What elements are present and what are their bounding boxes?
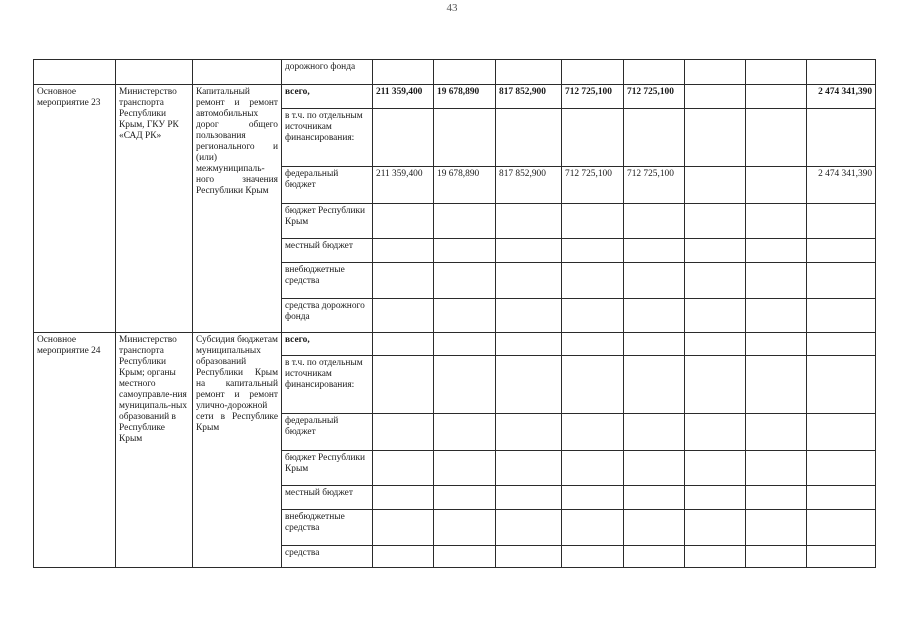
empty-cell <box>746 451 807 486</box>
value-cell: 19 678,890 <box>434 167 496 204</box>
table-row <box>34 60 876 85</box>
value-cell: 712 725,100 <box>562 85 624 109</box>
empty-cell <box>746 486 807 510</box>
empty-cell <box>373 239 434 263</box>
empty-cell <box>685 263 746 299</box>
empty-cell <box>685 299 746 333</box>
empty-cell <box>496 60 562 85</box>
empty-cell <box>746 239 807 263</box>
empty-cell <box>746 204 807 239</box>
empty-cell <box>562 546 624 568</box>
empty-cell <box>685 414 746 451</box>
source-cell: в т.ч. по отдельным источникам финансирования: <box>282 109 373 167</box>
empty-cell <box>746 546 807 568</box>
empty-cell <box>624 299 685 333</box>
empty-cell <box>496 333 562 356</box>
empty-cell <box>807 60 876 85</box>
empty-cell <box>807 486 876 510</box>
empty-cell <box>434 239 496 263</box>
source-cell: бюджет Республики Крым <box>282 204 373 239</box>
empty-cell <box>373 414 434 451</box>
empty-cell <box>685 510 746 546</box>
empty-cell <box>685 239 746 263</box>
empty-cell <box>562 263 624 299</box>
empty-cell <box>624 510 685 546</box>
empty-cell <box>562 109 624 167</box>
value-cell: 19 678,890 <box>434 85 496 109</box>
empty-cell <box>373 299 434 333</box>
empty-cell <box>434 451 496 486</box>
empty-cell <box>434 60 496 85</box>
empty-cell <box>624 356 685 414</box>
value-cell <box>685 85 746 109</box>
empty-cell <box>496 546 562 568</box>
empty-cell <box>496 451 562 486</box>
empty-cell <box>562 239 624 263</box>
value-cell: 211 359,400 <box>373 167 434 204</box>
empty-cell <box>807 263 876 299</box>
empty-cell <box>496 486 562 510</box>
empty-cell <box>746 60 807 85</box>
value-cell: 712 725,100 <box>562 167 624 204</box>
source-cell: федеральный бюджет <box>282 414 373 451</box>
source-cell: всего, <box>282 333 373 356</box>
empty-cell <box>373 510 434 546</box>
empty-cell <box>496 414 562 451</box>
empty-cell <box>496 109 562 167</box>
source-cell: средства <box>282 546 373 568</box>
source-cell: всего, <box>282 85 373 109</box>
empty-cell <box>434 333 496 356</box>
empty-cell <box>807 204 876 239</box>
event-name-cell: Основное мероприятие 23 <box>34 85 116 333</box>
empty-cell <box>373 356 434 414</box>
empty-cell <box>434 356 496 414</box>
empty-cell <box>624 451 685 486</box>
executor-cell <box>116 60 193 85</box>
source-cell: средства дорожного фонда <box>282 299 373 333</box>
empty-cell <box>685 356 746 414</box>
value-cell: 712 725,100 <box>624 85 685 109</box>
empty-cell <box>562 60 624 85</box>
value-cell <box>685 167 746 204</box>
empty-cell <box>807 356 876 414</box>
empty-cell <box>807 109 876 167</box>
value-cell: 211 359,400 <box>373 85 434 109</box>
empty-cell <box>373 204 434 239</box>
value-cell <box>746 167 807 204</box>
empty-cell <box>624 204 685 239</box>
empty-cell <box>807 333 876 356</box>
empty-cell <box>562 451 624 486</box>
empty-cell <box>373 109 434 167</box>
value-cell: 712 725,100 <box>624 167 685 204</box>
event-name-cell <box>34 60 116 85</box>
source-cell: внебюджетные средства <box>282 510 373 546</box>
empty-cell <box>746 414 807 451</box>
empty-cell <box>807 451 876 486</box>
page-number: 43 <box>446 2 458 14</box>
empty-cell <box>562 204 624 239</box>
executor-cell: Министерство транспорта Республики Крым, ГКУ РК «САД РК» <box>116 85 193 333</box>
value-cell <box>746 85 807 109</box>
total-cell: 2 474 341,390 <box>807 167 876 204</box>
empty-cell <box>624 333 685 356</box>
source-cell: местный бюджет <box>282 486 373 510</box>
empty-cell <box>807 546 876 568</box>
empty-cell <box>434 546 496 568</box>
source-cell: местный бюджет <box>282 239 373 263</box>
empty-cell <box>624 109 685 167</box>
empty-cell <box>496 263 562 299</box>
empty-cell <box>746 263 807 299</box>
empty-cell <box>496 204 562 239</box>
table-row <box>34 333 876 356</box>
empty-cell <box>434 263 496 299</box>
empty-cell <box>562 299 624 333</box>
source-cell: дорожного фонда <box>282 60 373 85</box>
empty-cell <box>434 510 496 546</box>
empty-cell <box>807 510 876 546</box>
source-cell: федеральный бюджет <box>282 167 373 204</box>
empty-cell <box>685 486 746 510</box>
empty-cell <box>624 263 685 299</box>
empty-cell <box>496 239 562 263</box>
empty-cell <box>562 356 624 414</box>
empty-cell <box>562 414 624 451</box>
source-cell: бюджет Республики Крым <box>282 451 373 486</box>
empty-cell <box>746 109 807 167</box>
empty-cell <box>562 486 624 510</box>
empty-cell <box>562 333 624 356</box>
empty-cell <box>373 60 434 85</box>
empty-cell <box>624 486 685 510</box>
empty-cell <box>685 204 746 239</box>
empty-cell <box>373 451 434 486</box>
empty-cell <box>373 486 434 510</box>
executor-cell: Министерство транспорта Республики Крым; органы местного самоуправле-ния муниципаль-ных образований в Республике Крым <box>116 333 193 568</box>
empty-cell <box>624 60 685 85</box>
empty-cell <box>624 414 685 451</box>
empty-cell <box>434 299 496 333</box>
empty-cell <box>373 263 434 299</box>
table-row <box>34 85 876 109</box>
value-cell: 817 852,900 <box>496 167 562 204</box>
description-cell: Капитальный ремонт и ремонт автомобильных дорог общего пользования регионального и (или) межмуниципаль-ного значения Республики Крым <box>193 85 282 333</box>
source-cell: внебюджетные средства <box>282 263 373 299</box>
empty-cell <box>807 239 876 263</box>
budget-table <box>33 59 876 568</box>
description-cell: Субсидия бюджетам муниципальных образований Республики Крым на капитальный ремонт и ремонт улично-дорожной сети в Республике Крым <box>193 333 282 568</box>
empty-cell <box>496 356 562 414</box>
event-name-cell: Основное мероприятие 24 <box>34 333 116 568</box>
empty-cell <box>746 333 807 356</box>
empty-cell <box>562 510 624 546</box>
empty-cell <box>624 546 685 568</box>
empty-cell <box>685 333 746 356</box>
empty-cell <box>496 510 562 546</box>
empty-cell <box>685 546 746 568</box>
empty-cell <box>624 239 685 263</box>
empty-cell <box>685 60 746 85</box>
empty-cell <box>373 546 434 568</box>
empty-cell <box>434 486 496 510</box>
empty-cell <box>373 333 434 356</box>
source-cell: в т.ч. по отдельным источникам финансирования: <box>282 356 373 414</box>
empty-cell <box>746 510 807 546</box>
empty-cell <box>746 299 807 333</box>
empty-cell <box>434 204 496 239</box>
value-cell: 817 852,900 <box>496 85 562 109</box>
empty-cell <box>434 109 496 167</box>
total-cell: 2 474 341,390 <box>807 85 876 109</box>
description-cell <box>193 60 282 85</box>
empty-cell <box>807 414 876 451</box>
empty-cell <box>434 414 496 451</box>
empty-cell <box>685 109 746 167</box>
empty-cell <box>496 299 562 333</box>
empty-cell <box>685 451 746 486</box>
empty-cell <box>807 299 876 333</box>
empty-cell <box>746 356 807 414</box>
